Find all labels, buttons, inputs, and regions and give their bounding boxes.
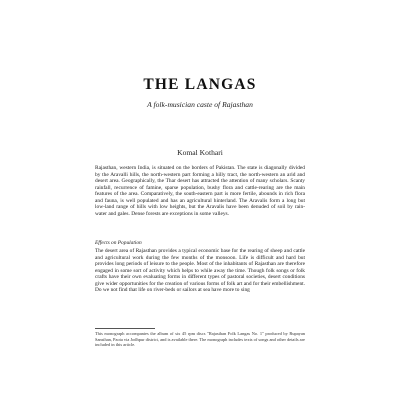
article-subtitle: A folk-musician caste of Rajasthan <box>147 100 253 109</box>
footnote-rule <box>95 328 155 329</box>
body-paragraph: The desert area of Rajasthan provides a typical economic base for the rearing of sheep and cattle and agricultural work during the few months of the monsoon. Life is difficult and hard but provides long periods of leisure to the people. Most of the inhabitants of Rajasthan are therefore engaged in some sort of activity which helps to while away the time. Though folk songs or folk crafts have their own evaluating forms in different types of pastoral societies, desert conditions give wider opportunities for the creation of various forms of folk art and for their embellishment. Do we not find that life on river-beds or sailors at sea have more to sing <box>95 248 305 294</box>
article-author: Komal Kothari <box>177 148 223 157</box>
article-title: THE LANGAS <box>143 76 257 93</box>
section-heading: Effects on Population <box>95 240 142 246</box>
footnote: This monograph accompanies the album of six 45 rpm discs "Rajasthan Folk Langas No. 1" produced by Rupayan Sansthan, Paota via Jodhpur district, and is available there. The monograph includes texts of songs and other details are included in this article. <box>95 331 305 347</box>
body-paragraph: Rajasthan, western India, is situated on the borders of Pakistan. The state is diagonally divided by the Aravalli hills, the north-western part forming a hilly tract, the north-western an arid and desert area. Geographically, the Thar desert has attracted the attention of many scholars. Scanty rainfall, recurrence of famine, sparse population, bushy flora and cattle-rearing are the main features of the area. Comparatively, the south-eastern part is more fertile, abounds in rich flora and fauna, is well populated and has an agricultural hinterland. The Aravalis form a long but low-land range of hills with low heights, but the Aravalis have been denuded of soil by rain-water and gales. Dense forests are exceptions in some valleys. <box>95 165 305 217</box>
